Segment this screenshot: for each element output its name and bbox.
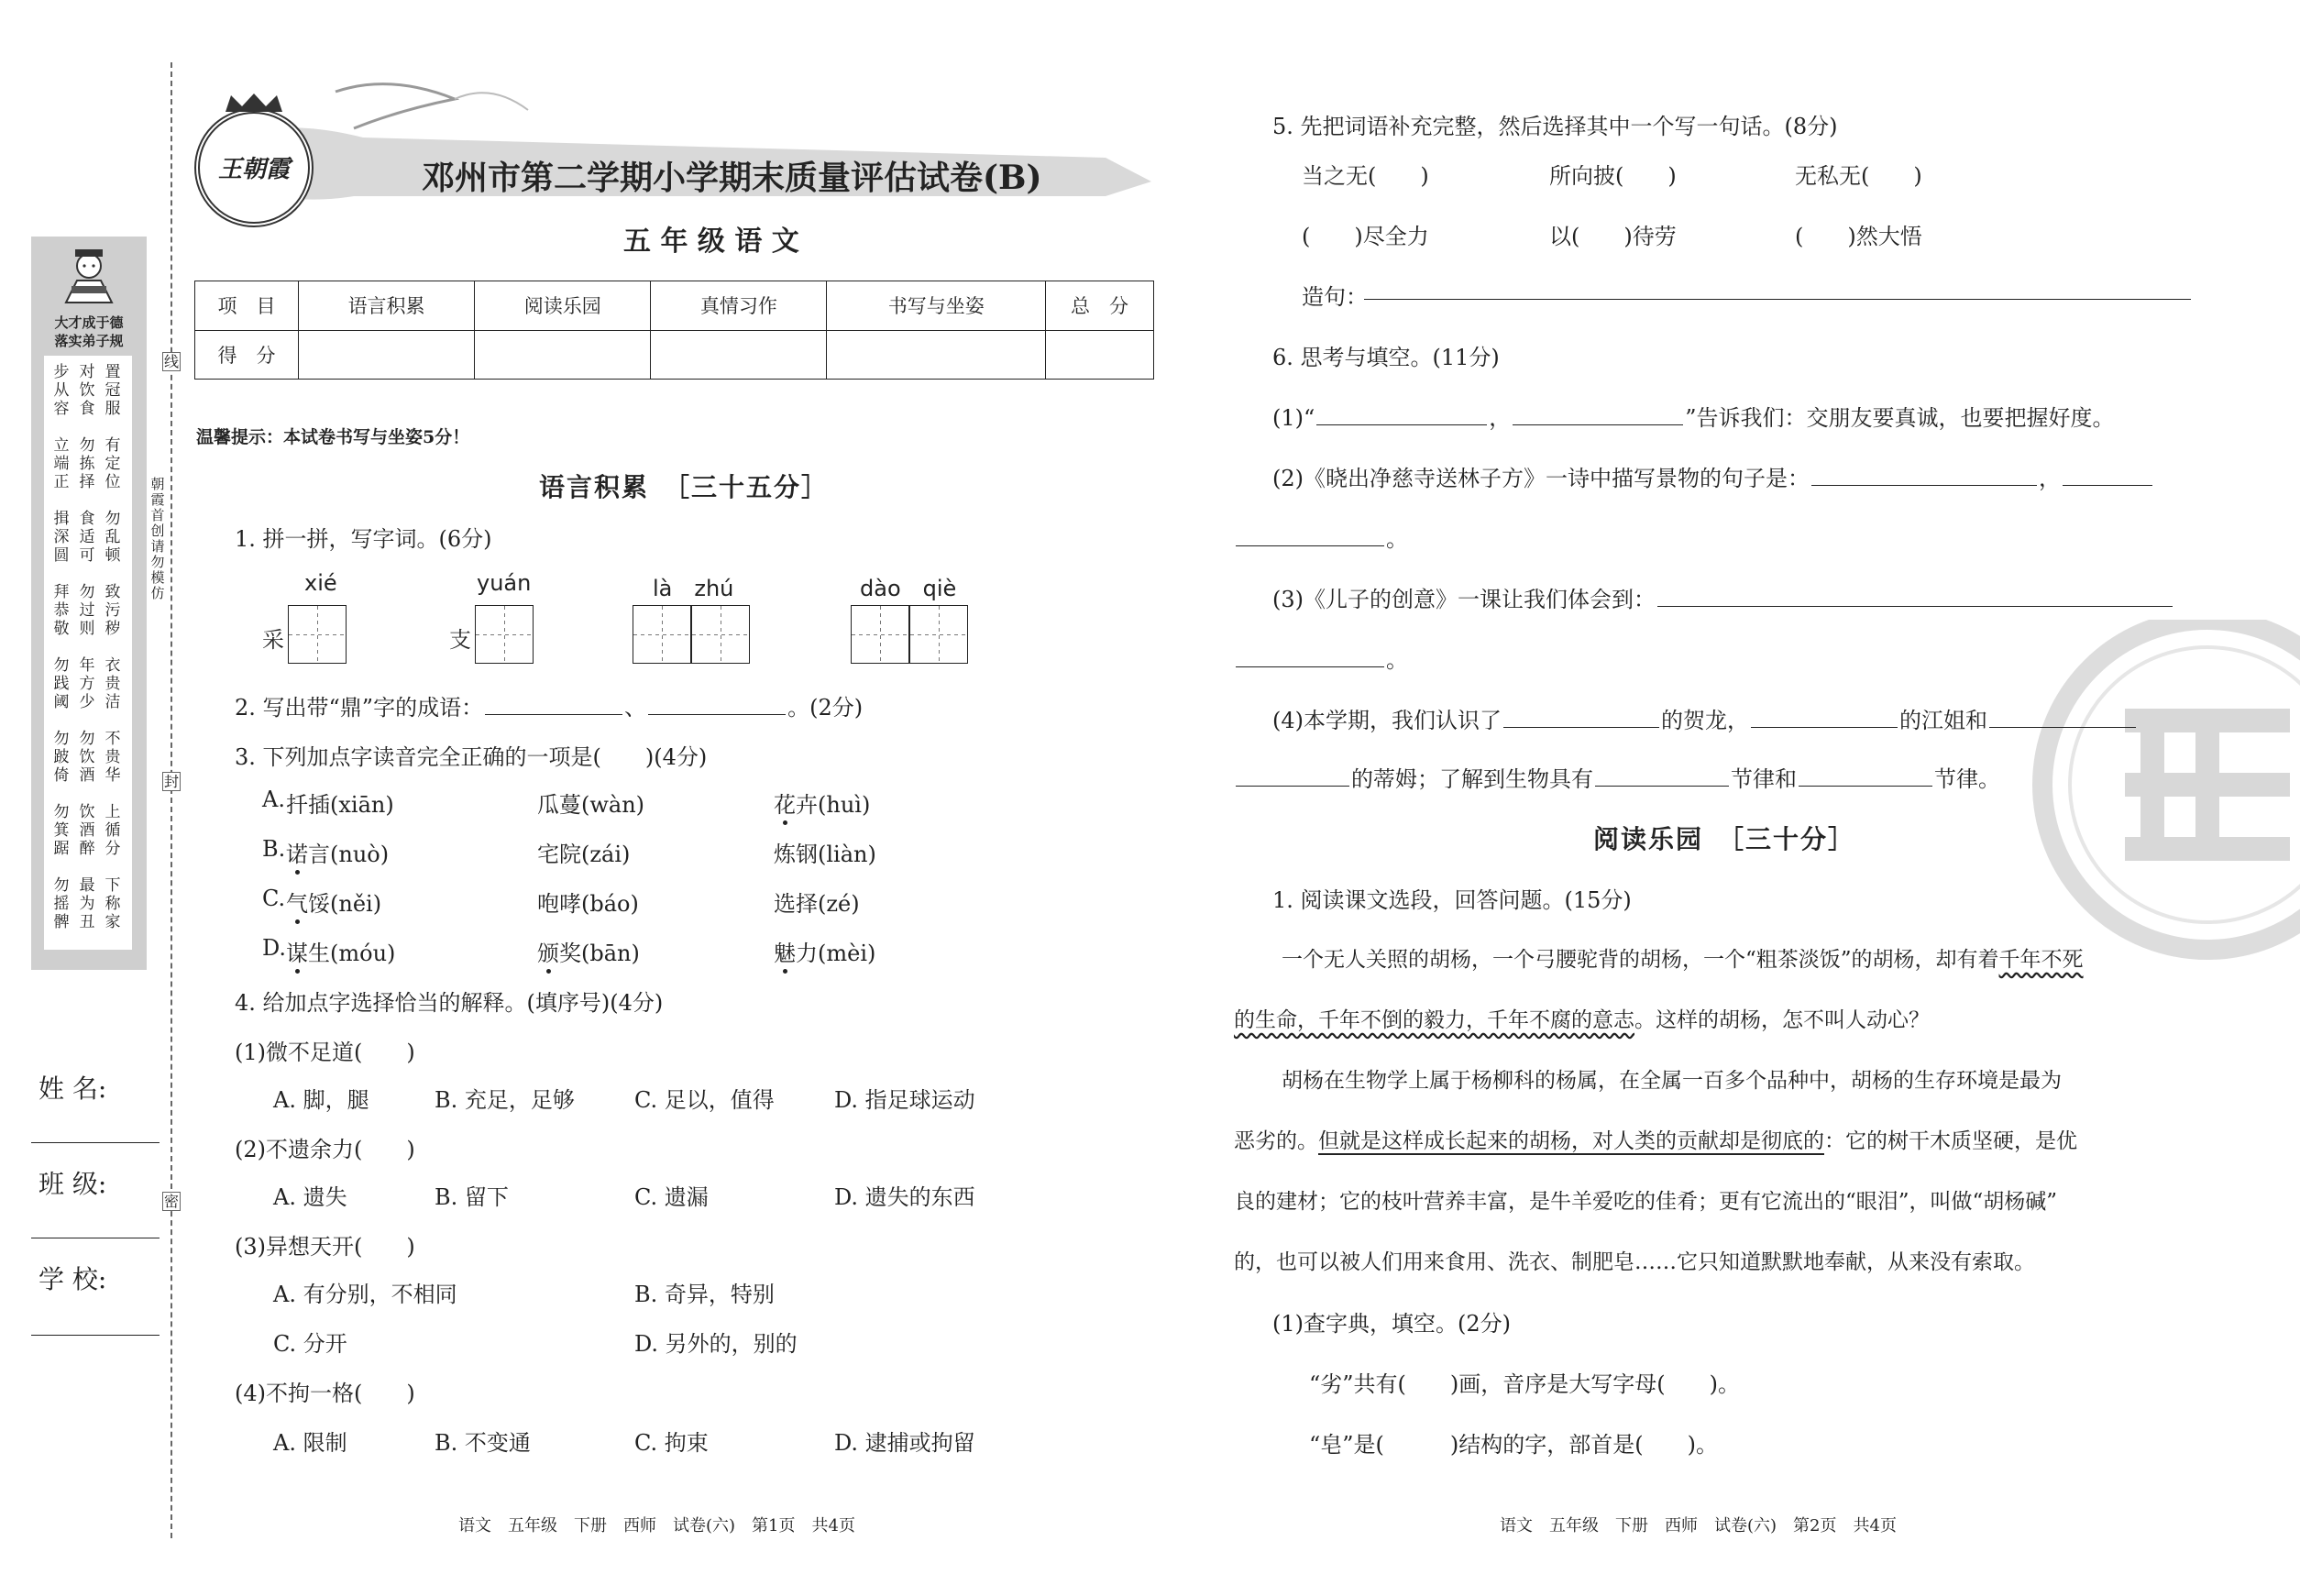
- q3-char-pinyin: 钢(liàn): [796, 842, 876, 867]
- q4-2-option: B. 留下: [435, 1184, 509, 1210]
- seal-word-xian: 线: [163, 353, 179, 370]
- q3-char: 气: [286, 891, 308, 917]
- q4-4-option: B. 不变通: [435, 1430, 531, 1456]
- q2-sep: 、: [624, 695, 647, 721]
- score-cell[interactable]: [475, 330, 651, 380]
- q5-text: 5. 先把词语补充完整，然后选择其中一个写一句话。(8分): [1272, 114, 1838, 139]
- q4-3-option: C. 分开: [273, 1331, 347, 1357]
- passage-text: 。这样的胡杨，怎不叫人动心？: [1634, 1008, 1930, 1032]
- answer-blank[interactable]: [1811, 465, 2037, 486]
- section-reading: 阅读乐园 ［三十分］: [1593, 824, 1856, 854]
- q3-option-letter: C.: [262, 886, 286, 911]
- score-col-total: 总 分: [1046, 281, 1154, 331]
- rules-box: [44, 356, 132, 950]
- answer-blank[interactable]: [485, 694, 622, 715]
- sidebar-rule: 勿乱顿: [105, 510, 121, 565]
- q3-text: 3. 下列加点字读音完全正确的一项是( )(4分): [235, 744, 708, 770]
- sidebar-rule: 立端正: [53, 436, 70, 491]
- q3-char: 选: [774, 891, 796, 917]
- period: 。: [1386, 647, 1408, 673]
- seal-word-mi: 密: [163, 1193, 179, 1210]
- sidebar-rule: 勿饮酒: [79, 730, 95, 785]
- q6-4: [1272, 702, 2138, 734]
- q3-char: 魅: [774, 941, 796, 966]
- q4-3-option: B. 奇异，特别: [634, 1282, 775, 1307]
- answer-blank[interactable]: [1236, 525, 1384, 546]
- answer-blank[interactable]: [1595, 765, 1729, 787]
- q3-word: [286, 886, 381, 918]
- q6-4-text: 节律。: [1934, 766, 2000, 792]
- q4-1-option: C. 足以，值得: [634, 1087, 775, 1113]
- q3-option-letter: A.: [262, 787, 285, 812]
- writing-box[interactable]: [851, 605, 909, 664]
- q3-word: [537, 935, 640, 967]
- q3-char: 瓜: [537, 792, 559, 818]
- q3-char-pinyin: 奖(bān): [559, 941, 640, 966]
- answer-blank[interactable]: [1513, 404, 1683, 425]
- q3-word: [774, 836, 876, 868]
- copyright-note: 朝霞首创 请勿模仿: [150, 476, 165, 601]
- passage-line: [1234, 1124, 2077, 1154]
- school-line[interactable]: [31, 1335, 160, 1336]
- q6-1: [1272, 400, 2115, 432]
- score-header-row: [195, 281, 1154, 331]
- q4-2-option: C. 遗漏: [634, 1184, 709, 1210]
- q3-char-pinyin: 言(nuò): [308, 842, 390, 867]
- answer-blank[interactable]: [1503, 707, 1659, 728]
- q3-char-pinyin: 馁(něi): [308, 891, 382, 917]
- q4-2-option: A. 遗失: [273, 1184, 347, 1210]
- seal-word-feng: 封: [163, 773, 179, 790]
- word-prefix: 支: [449, 627, 471, 653]
- writing-box[interactable]: [909, 605, 968, 664]
- class-label: 班 级:: [39, 1169, 107, 1199]
- q4-1-option: A. 脚，腿: [273, 1087, 369, 1113]
- q3-char: 宅: [537, 842, 559, 867]
- score-value-row: [195, 330, 1154, 380]
- q6-1-sep: ，: [1489, 405, 1512, 431]
- sentence-line[interactable]: [1364, 299, 2191, 300]
- sidebar-rule: 勿拣择: [79, 436, 95, 491]
- q4-3-option: A. 有分别，不相同: [273, 1282, 457, 1307]
- sidebar-rule: 勿过则: [79, 583, 95, 638]
- q6-1-rest: ”告诉我们：交朋友要真诚，也要把握好度。: [1685, 405, 2115, 431]
- q4-1-option: D. 指足球运动: [834, 1087, 975, 1113]
- q4-3-option: D. 另外的，别的: [634, 1331, 798, 1357]
- passage-line: 胡杨在生物学上属于杨柳科的杨属，在全属一百多个品种中，胡杨的生存环境是最为: [1282, 1069, 2062, 1093]
- score-col-writing: 真情习作: [651, 281, 827, 331]
- writing-box[interactable]: [475, 605, 534, 664]
- q5-word: 所向披( ): [1549, 163, 1677, 189]
- score-cell[interactable]: [651, 330, 827, 380]
- name-line[interactable]: [31, 1142, 160, 1143]
- writing-box[interactable]: [691, 605, 750, 664]
- q6-1-open: (1)“: [1272, 405, 1315, 431]
- wavy-underlined-text: 千年不死: [1998, 948, 2084, 972]
- answer-blank[interactable]: [1236, 646, 1384, 667]
- q4-4: (4)不拘一格( ): [235, 1381, 415, 1406]
- q5-word: ( )尽全力: [1302, 224, 1429, 249]
- q6-3-cont: [1234, 642, 1408, 674]
- q4-4-option: A. 限制: [273, 1430, 347, 1456]
- r1-text: 1. 阅读课文选段，回答问题。(15分): [1272, 887, 1632, 913]
- answer-blank[interactable]: [2063, 465, 2152, 486]
- q6-2-cont: [1234, 521, 1408, 553]
- r1-1-b: “皂”是( )结构的字，部首是( )。: [1309, 1432, 1718, 1458]
- footer-page2: 语文 五年级 下册 西师 试卷(六) 第2页 共4页: [1500, 1516, 1897, 1535]
- q3-word: [774, 787, 870, 819]
- sidebar-rule: 不贵华: [105, 730, 121, 785]
- q4-1: (1)微不足道( ): [235, 1040, 415, 1065]
- answer-blank[interactable]: [1989, 707, 2136, 728]
- crown-icon: [222, 92, 286, 116]
- pinyin-label: xié: [304, 570, 337, 596]
- q6-4-text: 的江姐和: [1899, 708, 1987, 733]
- q3-char-pinyin: 择(zé): [796, 891, 860, 917]
- q6-2: [1272, 460, 2154, 492]
- q4-text: 4. 给加点字选择恰当的解释。(填序号)(4分): [235, 990, 664, 1016]
- pinyin-label: yuán: [477, 570, 532, 596]
- q2-points: 。(2分): [787, 695, 864, 721]
- score-col-handwriting: 书写与坐姿: [827, 281, 1046, 331]
- q3-word: [537, 787, 644, 819]
- q3-char-pinyin: 生(móu): [308, 941, 396, 966]
- writing-box[interactable]: [288, 605, 347, 664]
- q3-word: [537, 836, 630, 868]
- q3-word: [286, 935, 395, 967]
- q6-4-text: 的贺龙，: [1661, 708, 1749, 733]
- q3-word: [286, 787, 394, 819]
- sidebar-rule: 步从容: [53, 363, 70, 418]
- passage-line: [1282, 942, 2084, 973]
- q5-word: 无私无( ): [1795, 163, 1922, 189]
- score-cell[interactable]: [1046, 330, 1154, 380]
- q4-2-option: D. 遗失的东西: [834, 1184, 975, 1210]
- motto-top: 大才成于德: [54, 314, 124, 331]
- writing-box[interactable]: [633, 605, 691, 664]
- r1-1-text: (1)查字典，填空。(2分): [1272, 1311, 1511, 1337]
- q3-char-pinyin: 院(zái): [559, 842, 631, 867]
- logo-text: 王朝霞: [217, 156, 290, 183]
- q3-word: [286, 836, 389, 868]
- score-col-language: 语言积累: [299, 281, 475, 331]
- r1-1-a: “劣”共有( )画，音序是大写字母( )。: [1309, 1371, 1740, 1397]
- q3-char: 诺: [286, 842, 308, 867]
- tip-text: 温馨提示：本试卷书写与坐姿5分！: [196, 427, 470, 447]
- footer-page1: 语文 五年级 下册 西师 试卷(六) 第1页 共4页: [458, 1516, 855, 1535]
- passage-text: 恶劣的。: [1234, 1129, 1318, 1153]
- q6-2-sep: ，: [2039, 466, 2061, 491]
- sidebar-rule: 致污秽: [105, 583, 121, 638]
- motto-bottom: 落实弟子规: [54, 333, 124, 349]
- q3-char-pinyin: 卉(huì): [796, 792, 871, 818]
- sidebar-rule: 勿箕踞: [53, 803, 70, 858]
- q3-char: 咆: [537, 891, 559, 917]
- sidebar-rule: 有定位: [105, 436, 121, 491]
- sidebar-rule: 置冠服: [105, 363, 121, 418]
- q6-4-text: (4)本学期，我们认识了: [1272, 708, 1502, 733]
- underlined-text: 但就是这样成长起来的胡杨，对人类的贡献却是彻底的: [1318, 1129, 1824, 1153]
- passage-line: [1234, 1003, 1930, 1033]
- q3-word: [774, 935, 875, 967]
- answer-blank[interactable]: [1236, 765, 1349, 787]
- sidebar-rule: 年方少: [79, 656, 95, 711]
- score-cell[interactable]: [299, 330, 475, 380]
- answer-blank[interactable]: [1799, 765, 1932, 787]
- sidebar-rule: 下称家: [105, 876, 121, 931]
- q3-option-letter: D.: [262, 935, 287, 961]
- q5-word: ( )然大悟: [1795, 224, 1922, 249]
- q3-char: 花: [774, 792, 796, 818]
- q6-4-text: 节律和: [1731, 766, 1797, 792]
- school-label: 学 校:: [39, 1264, 107, 1294]
- answer-blank[interactable]: [1657, 586, 2173, 607]
- passage-line: 良的建材；它的枝叶营养丰富，是牛羊爱吃的佳肴；更有它流出的“眼泪”，叫做“胡杨碱”: [1234, 1190, 2058, 1214]
- sidebar-rule: 勿践阈: [53, 656, 70, 711]
- q3-char: 炼: [774, 842, 796, 867]
- secret-seal-watermark: [2024, 620, 2300, 977]
- q3-char: 扦: [286, 792, 308, 818]
- passage-text: ：它的树干木质坚硬，是优: [1824, 1129, 2077, 1153]
- q6-3-text: (3)《儿子的创意》一课让我们体会到：: [1272, 587, 1656, 612]
- sidebar-rule: 拜恭敬: [53, 583, 70, 638]
- sidebar-rule: 食适可: [79, 510, 95, 565]
- score-cell[interactable]: [827, 330, 1046, 380]
- q3-char-pinyin: 插(xiān): [308, 792, 394, 818]
- q3-char-pinyin: 蔓(wàn): [559, 792, 645, 818]
- score-col-reading: 阅读乐园: [475, 281, 651, 331]
- passage-line: 的，也可以被人们用来食用、洗衣、制肥皂……它只知道默默地奉献，从来没有索取。: [1234, 1250, 2035, 1274]
- pinyin-label: dào qiè: [860, 576, 957, 601]
- q6-4-cont: [1234, 761, 2000, 793]
- page-title: 邓州市第二学期小学期末质量评估试卷(B): [422, 159, 1042, 197]
- answer-blank[interactable]: [1751, 707, 1898, 728]
- q3-char-pinyin: 力(mèi): [796, 941, 876, 966]
- word-prefix: 采: [262, 627, 284, 653]
- q4-1-option: B. 充足，足够: [435, 1087, 575, 1113]
- score-col-item: 项 目: [195, 281, 299, 331]
- score-table: [194, 281, 1154, 380]
- q6-4-text: 的蒂姆；了解到生物具有: [1351, 766, 1593, 792]
- sidebar-rule: 最为丑: [79, 876, 95, 931]
- q2-text: 2. 写出带“鼎”字的成语：: [235, 695, 484, 721]
- q3-char: 颁: [537, 941, 559, 966]
- q5-word: 以( )待劳: [1549, 224, 1677, 249]
- scholar-icon: [59, 244, 119, 308]
- q3-char: 谋: [286, 941, 308, 966]
- q3-option-letter: B.: [262, 836, 286, 862]
- sidebar-rule: 衣贵洁: [105, 656, 121, 711]
- passage-text: 一个无人关照的胡杨，一个弓腰驼背的胡杨，一个“粗茶淡饭”的胡杨，却有着: [1282, 948, 1999, 972]
- pinyin-label: là zhú: [653, 576, 734, 601]
- period: 。: [1386, 526, 1408, 552]
- q2-line: [235, 689, 863, 721]
- binding-line: [171, 62, 172, 1538]
- sidebar-rule: 对饮食: [79, 363, 95, 418]
- name-label: 姓 名:: [39, 1073, 107, 1104]
- score-row-label: 得 分: [195, 330, 299, 380]
- sidebar-rule: 饮酒醉: [79, 803, 95, 858]
- sidebar-rule: 揖深圆: [53, 510, 70, 565]
- rules-sidebar: [31, 237, 147, 970]
- q6-3: [1272, 581, 2174, 613]
- q5-sentence-label: 造句：: [1302, 284, 1368, 310]
- q3-word: [537, 886, 639, 918]
- answer-blank[interactable]: [1316, 404, 1487, 425]
- brand-logo: [194, 108, 314, 227]
- sidebar-rule: 上循分: [105, 803, 121, 858]
- q3-char-pinyin: 哮(báo): [559, 891, 639, 917]
- q6-text: 6. 思考与填空。(11分): [1272, 345, 1500, 370]
- q6-2-text: (2)《晓出净慈寺送林子方》一诗中描写景物的句子是：: [1272, 466, 1810, 491]
- answer-blank[interactable]: [648, 694, 786, 715]
- section-language: 语言积累 ［三十五分］: [539, 472, 830, 502]
- q4-4-option: C. 拘束: [634, 1430, 709, 1456]
- q1-text: 1. 拼一拼，写字词。(6分): [235, 526, 492, 552]
- page-subtitle: 五 年 级 语 文: [623, 226, 799, 258]
- q4-2: (2)不遗余力( ): [235, 1137, 415, 1162]
- sidebar-rule: 勿摇髀: [53, 876, 70, 931]
- q3-word: [774, 886, 860, 918]
- q4-3: (3)异想天开( ): [235, 1234, 415, 1260]
- q5-word: 当之无( ): [1302, 163, 1429, 189]
- q4-4-option: D. 逮捕或拘留: [834, 1430, 975, 1456]
- sidebar-rule: 勿跛倚: [53, 730, 70, 785]
- wavy-underlined-text: 的生命，千年不倒的毅力，千年不腐的意志: [1234, 1008, 1634, 1032]
